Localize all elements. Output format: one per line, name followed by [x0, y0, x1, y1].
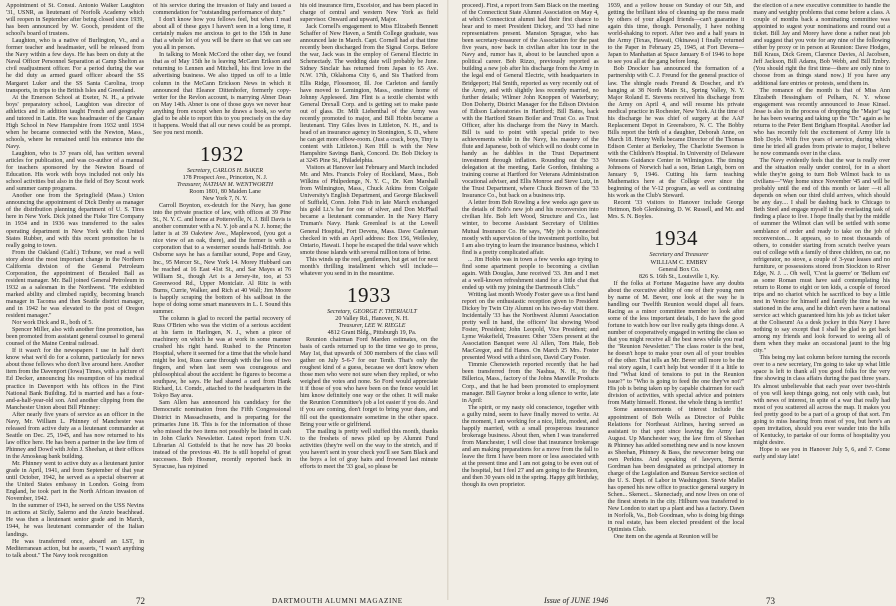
paragraph: If the folks at Fortune Magazine have any doubts about the executive ability of one of their young men by name of M. Bever, one look at the way he is handling our Twelfth Reunion would dispel all fears. Racing as a minor committee member to look after some of the less important details, I do have the good fortune to watch how our live really gets things done. A number of cooperatively engaged in writing the class so that you might receive all the best news while you read the "Reunion Newsletter." The class roster is the best, he doesn't hope to make your own all of your troubles of the other. That tells an Mr. Bever still more to be the real story again, I can't help but wonder if it a little to find "What kind of tensions to put in the Reunion issue?" to "Who is going to feed the one they've not?" His job is being taken up by capable chairmen for each division of activities, with special advice and pointers from Matty himself. Honest. the whole thing is terrific!: [607, 280, 745, 407]
running-foot: DARTMOUTH ALUMNI MAGAZINE: [272, 597, 403, 605]
paragraph: his old insurance firm, Excelsior, and has been placed in charge of central and western New York as field supervisor. Onward and upward, Major.: [300, 3, 438, 24]
paragraph: At the Emerson School at Exeter, N. H., a private boys' preparatory school, Laughton was director of athletics and in addition taught French and geography and tutored in Latin. He was headmaster of the Canaan High School in New Hampshire from 1932 until 1934 when he became connected with the Newton, Mass., schools, where he remained until his entrance into the Navy.: [6, 94, 144, 150]
paragraph: Nor work Dick and R., both of 5.: [12, 320, 93, 327]
paragraph: If it wasn't for the newspapers I use in half don't know what we'd do for a column, particularly for news about those fellows who don't live around here. Another item from the Davenport (Iowa) Times, with a picture of Ed Decker, announcing his resumption of his medical practice in Davenport with his offices in the First National Bank Building. Ed is married and has a four-and-a-half-year-old son. And another clipping from the Manchester Union about Bill Phinney:: [6, 348, 144, 411]
left-column-3: [300, 3, 438, 581]
left-page-columns: [6, 3, 438, 581]
paragraph: Jack Cornell's engagement to Miss Elizabeth Bennett Schaffer of New Haven, a Smith College graduate, was announced late in March. Capt. Cornell had at that time recently been discharged from the Signal Corps. Before the war, Jack was in the employ of General Electric in Schenectady. The wedding date will probably be June. Sidney Sinclair has returned from Japan to 65 Ave. N.W. 17th, Oklahoma City 6, and Sis Thatford from Ellis Ridge, Flossmoor, Ill. Joe Carleton and family have moved to Lemington, Mass., onetime home of Johnny Appleseed. Jim Flint is a textile chemist with General Drexall Corp. and is getting set to make paste out of glass. Dr. Milt Liebenthal of the Army was recently promoted to major, and Bill Hobin became a lieutenant. Tiny Giles lives in Littleton, N. H., and is head of an insurance agency in Stonington, S. D., where he can get more elbow-room. (Just a crack, boys, Tiny is content with Littleton.) Ken Hill is with the New Hampshire Savings Bank, Concord. Dr. Bob Dickey is at 3245 Pine St., Philadelphia.: [300, 24, 438, 165]
class-secretary: Secretary, CARLOS H. BAKER: [186, 167, 264, 174]
paragraph: A letter from Bob Rowling a few weeks ago gave us the details of Bob's new job and his reconversion into civilian life. Bob left Wood, Structure and Co., last winter, to become Assistant Secretary of Utilities Mutual Insurance Co. He says, "My job is connected mostly with supervision of the investment portfolio, but I am also trying to learn the insurance business, which I find is a pretty complicated affair.: [462, 200, 599, 256]
right-column-2: [608, 3, 745, 581]
address-line: New York 7, N. Y.: [202, 196, 248, 203]
paragraph: Another one from the Springfield (Mass.) Union announcing the appointment of Dick Denby as manager of the distribution planning department of U. S. Tires here in New York. Dick joined the Fiske Tire Company in 1934 and in 1936 was transferred to the sales operating department in New York with the United States Rubber, and with this recent promotion he is really going to town.: [6, 193, 144, 249]
address-line: 178 Prospect Ave., Princeton, N. J.: [182, 174, 268, 181]
paragraph: The romance of the month is that of Miss Ann Elizabeth Hessingham of Pelham, N. Y. whose engagement was recently announced to Jesse Kinsel. Jesse is also in the process of dropping the "Major" tag he has been wearing and taking up the "Dr." again as he returns to the Peter Bent Brigham Hospital. Another lad who has recently felt the excitement of Army life is Bob Doyle. With five years of service, during which time he tried all grades from private to major, I believe he now commands over in the class.: [753, 87, 890, 157]
paragraph: Reunion chairman Ford Marden estimates, on the basis of cards returned up to the time we go to press, May 1st, that upwards of 300 members of the class will gather on July 5-6-7 for our Tenth. That's only the roughest kind of a guess, because we don't know when those men who were not sure when they replied, or who weighed the votes and none. So Ford would appreciate it if those of you who have been on the fence would let him know definitely one way or the other. It will make the Reunion Committee's job a lot easier if you do. And if you are coming, don't forget to bring your dues, and fill out the questionnaire sometime in the other space. Bring your wife or girlfriend.: [300, 337, 438, 428]
address-line: Room 1801, 80 Maiden Lane: [189, 189, 261, 196]
right-column-1: [462, 3, 599, 581]
paragraph: This winds up the reel, gentlemen, but get set for next month's thrilling installment which will include—whatever you send in in the meantime.: [300, 256, 438, 277]
address-line: 826 S. 16th St., Louisville 1, Ky.: [639, 273, 720, 280]
page-number: 72: [136, 596, 145, 606]
paragraph: This being my last column before turning the records over to a new secretary, I'm going to take up what little space is left to thank all you good folks for the very fine showing in class affairs during the past three years. It's almost unbelievable that each year over two-thirds of you will keep things going, not only with cash, but with news of interest, in spite of a war that really had most of you scattered all across the map. It makes you feel pretty good to be a part of a group of that sort. I'm going to miss hearing from most of you, but here's an open invitation, should you ever wander into the hills of Kentucky, to partake of our forms of hospitality you might desire.: [753, 355, 890, 446]
paragraph: From the Oakland (Calif.) Tribune, we read a well story about the most important change in the Northern California division of the General Petroleum Corporation, the appointment of Bezaleel Ball as resident manager. Mr. Ball joined General Petroleum in 1932 as a salesman in the Northwest. "He exhibited marked ability and climbed rapidly, becoming branch manager in Tacoma and then Seattle district manager, and in 1942 he was elevated to the post of Oregon resident manager.": [6, 249, 144, 320]
paragraph: Sam Allen has announced his candidacy for the Democratic nomination from the Fifth Congressional District in Massachusetts, and is preparing for the primaries June 18. This is for the information of those who missed the two items not possibly be listed in cash in John Clark's Newsletter. Latest report from U.N. Librarian Al Gottsfeld is that he now has 20 books instead of the previous 40. He is still hopeful of great successes. Bob Hosmer, recently reported back in Syracuse, has rejoined: [153, 400, 291, 470]
right-column-3: [753, 3, 890, 581]
class-year-heading: 1932: [200, 141, 244, 166]
paragraph: 1939, and a yellow house on Sunday of our 5th, and getting the brilliant idea of cleaning up the mess made by others of your alleged friends—can't guarantee it again this time, though. Personally, I have nothing world-shaking to report. After two and a half years in the Army (Texas, Hawaii, Okinawa) I finally returned to the Paper in February 25, 1945, at Fort Devens—Japan to Manhattan at Space January 8 of 1946 to hope to see you all at the gang before long.: [607, 3, 745, 66]
class-treasurer: Treasurer, LEE W. RIEGLE: [338, 322, 406, 329]
left-column-1: [6, 3, 144, 581]
paragraph: of his service during the invasion of Italy and issued a commendation for "outstanding performance of duty.": [153, 3, 291, 17]
left-column-2: [153, 3, 291, 581]
right-page: [448, 0, 896, 606]
paragraph: Writing last month Woody Foster gave us a first hand report on the enthusiastic reception given to President Dickey by Twin City Alumni on his two-day visit there. Incidentally '33 has the Northwest Alumni Association pretty well in hand, the officers' list showing Wood Foster, President; John Leopold, Vice President; and Lyme Wakefield, Treasurer. Other '33ers present at the Association Banquet were Al Allen, Tom Hale, Bob MacGregor, and Ed Hanes. On March 25 Mrs. Foster presented Wood with a third son, David Cary Foster.: [462, 291, 599, 362]
paragraph: Laughton, who is a native of Burlington, Vt., and a former teacher and headmaster, will be released from the Navy within a few days. He has been on duty at the Naval Officer Personnel Separation at Camp Shelton as civil readjustment officer. For a period during the war he did duty as armed guard officer aboard the SS Margaret Luker and the SS Santa Carolina, troop transports, in trips to the British Isles and Greenland.: [6, 38, 144, 94]
paragraph: proceed). First, a report from Sam Black on the meeting of the Connecticut State Alumni Association on May 4, at which Connecticut alumni had their first chance to hear and to meet President Dickey, and '33 had nine representatives present. Mansion Sprague, who has been secretary-treasurer of the Association for the past five years, now back in civilian after his tour in the Navy and, rumor has it, about to be launched upon a political career. Bob Rizzo, previously reported as building a new job after his discharge from the Army in the legal end of General Electric, with headquarters in Bridgeport; Hal Smith, reported as very recently out of the Army, and with slightly less recently married, no further details; Wilmer John Knoppen of Waterbury; Don Doherty, District Manager for the Edison Division of Edison Laboratories in Hartford; Bill Bates, back with the Hartford Steam Boiler and Trust Co. as Trust Officer, after his discharge from the Navy in March. Bill is said to point with special pride to two achievements while in the Navy, his mastery of the flute and Japanese, both of which will no doubt come in handy as he dabbles in the Trust Department investment through inflation. Rounding out the '33 delegation at the meeting, Earle Gordon, finishing a training course at Hartford for Veterans Administration vocational adviser, and Ellis Monroe and Steve Lutz, in the Trust Department, where Chuck Brown of the '33 Insurance Co., but back on a business trip.: [462, 3, 599, 200]
paragraph: In talking to Monk McCord the other day, we found that as of May 15th he is leaving McCann Erikson and returning to Lennen and Mitchell, his first love in the advertising business. We also tipped us off to a little column in the McCann Erickson News in which it announced that Eleanor Dittenhofer, formerly copy-writer for the Revlon account, is marrying Abner Dean on May 14th. Abner is one of those guys we never hear anything from except when he draws a book, so we're glad to be able to report this to you precisely on the day it happens. Would that all our news could be as prompt. See you next month.: [153, 52, 291, 136]
right-page-columns: [462, 3, 890, 581]
paragraph: Bob Dnocker has announced the formation of a partnership with C. J. Freund for the general practice of law. The shingle reads Freund & Doscher, and it's hanging at 38 North Main St., Spring Valley, N. Y. Major Roland E. Stevens received his discharge from the Army on April 4, and will resume his private medical practice in Rochester, New York. At the time of his discharge he was chief of surgery at the AAF Replacement Depot in Greensboro, N. C. The Bobby Bills report the birth of a daughter, Deborah Anne, on March 18. Henry Wells became Director of the Thomas Edison Center at Berkeley, The Charlotte Swenson is with the Children's Hospital. In University of Delaware Veterans Guidance Center in Wilmington. The timing Johnsons of Norwich had a son, Brian Leigh, born on January 9, 1946. Cutting his farm teaching Mathematics here at the College ever since the beginning of the V-12 program, as well as continuing his work as the Club's Steward.: [607, 66, 745, 200]
class-secretary: Secretary and Treasurer: [649, 252, 709, 259]
paragraph: The Navy evidently feels that the war is really over and the situation really under control, for in a short while they're going to turn Bob Wilmot back to us civilians—"Way home since November '45 and will be probably until the end of this month or later —it all depends on when our third child arrives, which should be any day.... I shall be dashing back to Chicago to Beth Steel and engage myself in the everlasting task of finding a place to live. I hope finally that by the middle of summer the Wilmot clan will be settled with some semblance of order and ready to take on the job of reconversion.... It appears, so to most thousands of others, to consider starting from scratch twelve years out of college with a family of three children, no car, no refrigerator, no stove, a couple of 3-year leases and no furniture, or possessions stored from Stockton to River Edge, N. J. ... Oh well, 'C'est la guerre' or 'Bellum est' as some Roman must have said contemplating his return to Rome to eight or ten kids, a couple of forced trips and no chariot which he sacrificed to buy a little nest in Venice for himself and family the time he was stationed in the area, and he didn't even have a national service act which guaranteed him his job as ticket taker at the Coliseum! As a desk jockey in this Navy I have nothing to say except that I shall be glad to get back among my friends and look forward to seeing all of them when they make an occasional jaunt to the big city.": [753, 158, 890, 355]
paragraph: The mailing is pretty well stuffed this month, thanks to the freshets of news piled up by Alumni Fund activities (they're well on the way to the stretch, and if you haven't sent in your check you'll see Sam Black and the boys a lot of gray hairs and frowned last minute efforts to meet the '33 goal, so please be: [300, 428, 438, 470]
class-treasurer: Treasurer, NATHAN M. WENTWORTH: [177, 181, 273, 188]
paragraph: Hope to see you in Hanover July 5, 6, and 7. Come early and stay late!: [753, 446, 890, 460]
paragraph: Appointment of St. Consul. Antonio Walker Laughton '31, USNR, as lieutenant of Norfolk Academy which will reopen in September after being closed since 1939, has been announced by W. Gooch, president of the school's board of trustees.: [6, 3, 144, 38]
running-foot: Issue of JUNE 1946: [544, 596, 609, 605]
paragraph: the election of a new executive committee to handle the many and weighty problems that come before a class. A couple of months back a nominating committee was appointed to sugest your nominations and round out a ticket. Bill Jay and Morey have done a rather neat job and suggest that you vote for any nine of the following either by proxy or in person at Reunion: Dave Hodges, Bill Kraus, Dick Green, Clarence Davies, Al Jacobsen, Jeff Jackson, Bill Adams, Bob Webb, and Bill Embry. (You should right the first time—there are only nine to choose from as things stand now.) If you have any additional fare entries or protests, send them in.: [753, 3, 890, 87]
paragraph: One item on the agenda at Reunion will be: [613, 534, 718, 541]
secretary-name: WILLIAM C. EMBRY: [650, 259, 708, 266]
page-number: 73: [766, 596, 775, 606]
paragraph: After nearly five years of service as an officer in the Navy, Mr. William L. Phinney of Manchester was released from active duty as a lieutenant commander at Seattle on Dec. 25, 1945, and has now returned to his law office here. He has been a partner in the law firm of Phinney and Dowd with John J. Sheehan, at their offices in the Amoskeag bank building.: [6, 411, 144, 460]
paragraph: Some announcements of interest include the appointment of Bob Wells as Director of Public Relations for Northeast Airlines, having served as assistant to that spot since leaving the Army last August. Up Manchester way, the law firm of Sheehan & Phinney has added something new and is now known as Sheehan, Phinney & Bass, the newcomer being our own Perkins. And speaking of lawyers, Bernie Gordman has been designated as principal attorney in charge of the Legislation and Bureau Service section of the U. S. Dept. of Labor in Washington. Stevie Mallet has opened his new office to practice general surgery in Schen... Skenect... Skenectady, and now lives on one of the finest streets in the city. Hilburn was transferred to New London to start up a plant and has a factory. Dawn in Norfolk, Va., Bob Goodman, who is doing big things in real estate, has been elected president of the local Optimists Club.: [607, 407, 745, 534]
class-year-heading: 1934: [654, 226, 698, 251]
address-line: General Box Co.: [658, 266, 700, 273]
address-line: 4812 Grant Bldg., Pittsburgh 19, Pa.: [327, 329, 417, 336]
paragraph: He was transferred once, aboard an LST, in Mediterranean action, but he asserts, "I wasn't anything to talk about." The Navy took recognition: [6, 538, 144, 559]
paragraph: Visitors at Hanover last February and March included Mr. and Mrs. Francis Foley of Rockland, Mass., Bob Wilkins of Philpedenge, N. Y. C., Dr. Ken Marshall from Wilmington, Mass., Chuck Atkins from Colgate University's English Department, and George Blackwell of Suffield, Conn. John Fish in late March exchanged his gold Lt.'s bar for one of silver, and Don McPhail became a lieutenant commander. In the Navy Harry Truman's Navy. Hank Greenleaf is at the Lowell General Hospital, Fort Devens, Mass. Dave Cauleman checked in with an April address: Box 156, Wellesley, Ontario, Hawaii. I hope he escaped the tidal wave which smote those islands with several million tons of brine.: [300, 165, 438, 256]
paragraph: Mr. Phinney went to active duty as a lieutenant junior grade in April, 1941, and from September of that year until October, 1942, he served as a special observer at the United States embassy in London. Going from England, he took part in the North African invasion of November, 1942.: [6, 461, 144, 503]
paragraph: In the summer of 1943, he served on the USS Nevins in actions at Sicily, Salerno and the Anzio beachhead. He was then a lieutenant senior grade and in March, 1944, he was lieutenant commander of the Italian landings.: [6, 503, 144, 538]
paragraph: I don't know how you fellows feel, but when I read about all of these guys I haven't seen in a long time, it certainly makes me anxious to get to the 15th in June that a whole lot of you will be there so that we can see you all in person.: [153, 17, 291, 52]
paragraph: Carroll Boynton, ex-deutch for the Navy, has gone into the private practice of law, with offices at 39 Pine St., N. Y. C. and home at Pottersville, N. J. Bill Davis is another commuter with a N. Y. job and a N. J. home; the latter is at 39 Oakview Ave., Maplewood, (you got a nice view of an oak, there), and the former is with a corporation that to a westerner sounds half-British. Joe Osborne says he has a familiar sound, Pope and Gray, Inc., 95 Mercer St., New York 14. Morey Hubbard can be reached at 16 East 41st St., and Sar Mayes at 76 William St., though Art is a Jersey-ite, too, at 53 Greenwood Rd., Upper Montclair. Al Ritz is with Burns, Currie, Walker, and Rich at 40 Wall; Jim Moore is happily scraping the bottom of his sailboat in the hope of doing some smart maneuvers in L. I. Sound this summer.: [153, 203, 291, 315]
paragraph: Laughton, who is 37 years old, has written several articles for publication, and was co-author of a manual for teachers sponsored by the Newton Board of Education. His work with boys included not only his school activities but also in the field of Boy Scout work and summer camp programs.: [6, 150, 144, 193]
class-year-heading: 1933: [347, 282, 391, 307]
paragraph: The spirit, or my nasty old conscience, together with a guilty mind, seem to have finally moved to write. At the moment, I am working for a nice, little, modest, and happily married, with a small prosperous insurance brokerage business. About then, when I was transferred from Manchester, I will close that insurance brokerage and am making preparations for a move from the fall to leave the firm I have been more or less associated with at the present time and I am not going to be even out of the hospital, but I feel 27 and am going to the Reunion, and then 30 years old in the spring. Happy gift birthday, though its own proprietor.: [462, 404, 599, 489]
paragraph: ... Jim Hoblo was in town a few weeks ago trying to find some apartment people to becoming a civilian again. With Douglas, June received '33. Jim and I met at a well-known refreshment stand for a little chat that ended up with my joining the Dartmouth Club.": [462, 256, 599, 291]
paragraph: Spencer Miller, also with another fine promotion, has been promoted from assistant general counsel to general counsel of the Maine Central railroad.: [6, 327, 144, 348]
paragraph: Recent '33 visitors to Hanover include George Heitmon, Bob Glenkinsing, D. W. Russell, and Mr. and Mrs. S. N. Boyles.: [607, 200, 745, 221]
address-line: 20 Valley Rd., Hanover, N. H.: [335, 315, 409, 322]
paragraph: The column is glad to record the partial recovery of Russ O'Brien who was the victim of a serious accident at his farm in Harlingen, N. J., when a piece of machinery on which he was at work in some manner crushed his right hand. Rushed to the Princeton Hospital, where it seemed for a time that the whole hand might be lost, Russ came through with the loss of two fingers, and when last seen was courageous and philosophical about the accident: he figures to become a southpaw, he says. He had shared a card from Hank Richard, Lt. Comdr., attached to the headquarters in the Tokyo Bay area.: [153, 315, 291, 400]
paragraph: Timmie Chenowieth reported recently that he had been transferred from the Nashua, N. H., to the Billerica, Mass., factory of the Johns Manville Products Corp., and that he had been promoted to employment manager. Bill Gaynor broke a long silence to write, late in April:: [462, 362, 599, 404]
class-secretary: Secretary, GEORGE F. THERIAULT: [327, 308, 417, 315]
